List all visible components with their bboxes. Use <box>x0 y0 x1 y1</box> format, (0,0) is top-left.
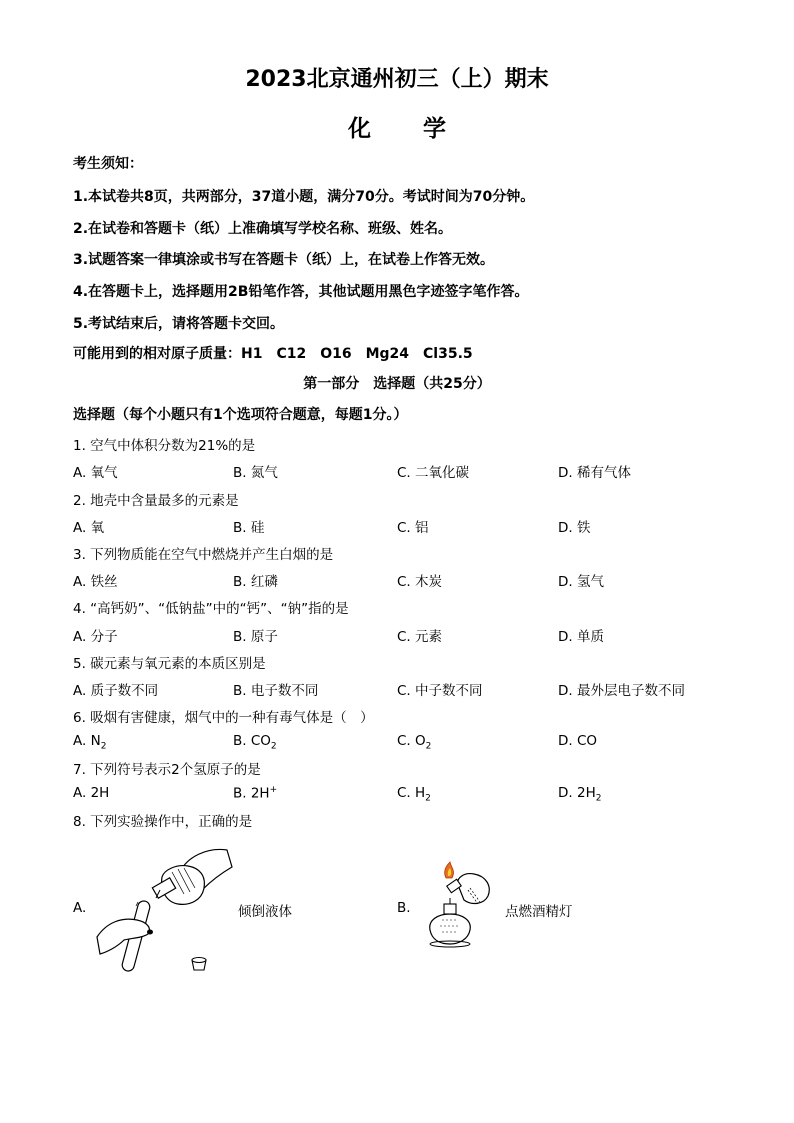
question-2-stem: 2. 地壳中含量最多的元素是 <box>73 493 239 509</box>
question-7-stem: 7. 下列符号表示2个氢原子的是 <box>73 762 261 778</box>
q3-option-d: D. 氢气 <box>558 574 604 590</box>
q4-option-a: A. 分子 <box>73 629 118 645</box>
q3-option-b: B. 红磷 <box>233 574 278 590</box>
atomic-masses: 可能用到的相对原子质量：H1 C12 O16 Mg24 Cl35.5 <box>73 346 473 362</box>
question-1-stem: 1. 空气中体积分数为21%的是 <box>73 438 256 454</box>
q7-option-b: B. 2H+ <box>233 785 278 802</box>
question-3-stem: 3. 下列物质能在空气中燃烧并产生白烟的是 <box>73 547 334 563</box>
q2-option-a: A. 氧 <box>73 520 105 536</box>
q1-option-b: B. 氮气 <box>233 465 278 481</box>
q1-option-a: A. 氧气 <box>73 465 118 481</box>
q8-option-b-caption: 点燃酒精灯 <box>505 904 573 920</box>
q2-option-b: B. 硅 <box>233 520 265 536</box>
page-title: 2023北京通州初三（上）期末 <box>245 67 549 92</box>
notice-item-2: 2.在试卷和答题卡（纸）上准确填写学校名称、班级、姓名。 <box>73 221 453 237</box>
notice-item-1: 1.本试卷共8页，共两部分，37道小题，满分70分。考试时间为70分钟。 <box>73 189 535 205</box>
q5-option-d: D. 最外层电子数不同 <box>558 683 685 699</box>
alcohol-lamp-illustration <box>418 860 503 950</box>
q3-option-c: C. 木炭 <box>397 574 443 590</box>
q2-option-d: D. 铁 <box>558 520 591 536</box>
q5-option-a: A. 质子数不同 <box>73 683 159 699</box>
q6-option-c: C. $O_2$ <box>397 733 432 752</box>
question-6-stem: 6. 吸烟有害健康，烟气中的一种有毒气体是（ ） <box>73 710 374 726</box>
q5-option-c: C. 中子数不同 <box>397 683 483 699</box>
notice-item-4: 4.在答题卡上，选择题用2B铅笔作答，其他试题用黑色字迹签字笔作答。 <box>73 284 529 300</box>
q7-option-d: D. $2H_2$ <box>558 785 602 804</box>
question-8-stem: 8. 下列实验操作中，正确的是 <box>73 814 253 830</box>
q7-option-a: A. 2H <box>73 785 110 801</box>
q6-option-a: A. $N_2$ <box>73 733 107 752</box>
q8-option-a-caption: 倾倒液体 <box>238 904 292 920</box>
question-4-stem: 4. “高钙奶”、“低钠盐”中的“钙”、“钠”指的是 <box>73 601 349 617</box>
part1-instruction: 选择题（每个小题只有1个选项符合题意，每题1分。） <box>73 407 408 423</box>
q4-option-c: C. 元素 <box>397 629 443 645</box>
q8-option-a-letter: A. <box>73 900 87 916</box>
q2-option-c: C. 铝 <box>397 520 429 536</box>
part1-title: 第一部分 选择题（共25分） <box>303 376 491 392</box>
q3-option-a: A. 铁丝 <box>73 574 118 590</box>
q5-option-b: B. 电子数不同 <box>233 683 319 699</box>
q4-option-d: D. 单质 <box>558 629 604 645</box>
q1-option-c: C. 二氧化碳 <box>397 465 470 481</box>
q6-option-d: D. CO <box>558 733 598 749</box>
notice-item-3: 3.试题答案一律填涂或书写在答题卡（纸）上，在试卷上作答无效。 <box>73 252 495 268</box>
q1-option-d: D. 稀有气体 <box>558 465 631 481</box>
question-5-stem: 5. 碳元素与氧元素的本质区别是 <box>73 656 266 672</box>
notice-heading: 考生须知： <box>73 156 143 172</box>
pouring-liquid-illustration <box>92 842 237 977</box>
notice-item-5: 5.考试结束后，请将答题卡交回。 <box>73 316 285 332</box>
q8-option-b-letter: B. <box>397 900 411 916</box>
q6-option-b: B. $CO_2$ <box>233 733 277 752</box>
subject-title: 化学 <box>348 116 498 142</box>
q4-option-b: B. 原子 <box>233 629 278 645</box>
q7-option-c: C. $H_2$ <box>397 785 431 804</box>
